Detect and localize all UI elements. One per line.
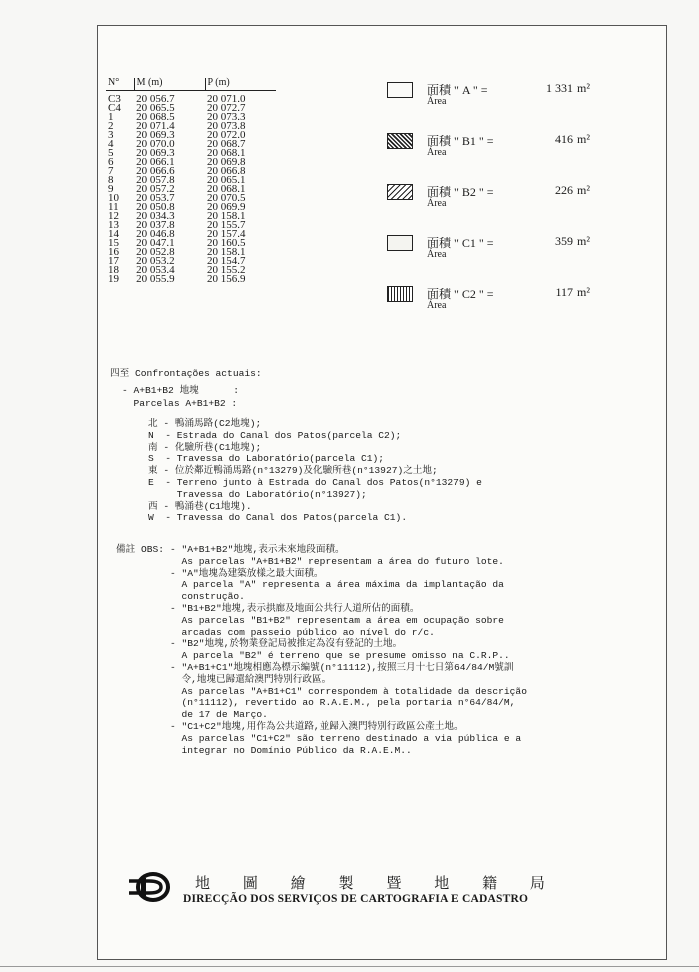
list-item: 北 - 鴨涌馬路(C2地塊); xyxy=(148,418,262,429)
point-id: 3 xyxy=(108,129,114,141)
p-value: 20 069.8 xyxy=(207,156,246,168)
list-item: As parcelas "C1+C2" são terreno destinado a via pública e a xyxy=(170,732,522,744)
table-row xyxy=(106,194,276,203)
legend-item xyxy=(385,281,605,321)
list-item: W - Travessa do Canal dos Patos(parcela C1). xyxy=(148,512,408,524)
list-item: 南 - 化驗所巷(C1地塊); xyxy=(148,441,262,453)
legend-item xyxy=(385,179,605,219)
m-value: 20 055.9 xyxy=(136,273,175,285)
header-p: P (m) xyxy=(205,78,276,91)
footer-character: 地 xyxy=(434,876,450,892)
table-row xyxy=(106,221,276,230)
point-id: C3 xyxy=(108,93,121,105)
confrontacoes-heading: 四至 Confrontações actuais: xyxy=(110,368,262,379)
point-id: 6 xyxy=(108,156,114,168)
point-id: 7 xyxy=(108,165,114,177)
point-id: 1 xyxy=(108,111,114,123)
list-item: - "B2"地塊,於物業登記局被推定為沒有登記的土地。 xyxy=(170,638,403,650)
point-id: 10 xyxy=(108,192,119,204)
m-value: 20 066.6 xyxy=(136,165,175,177)
table-row xyxy=(106,212,276,221)
p-value: 20 069.9 xyxy=(207,201,246,213)
area-swatch-icon xyxy=(387,133,413,149)
p-value: 20 158.1 xyxy=(207,246,246,258)
point-id: 15 xyxy=(108,237,119,249)
table-row xyxy=(106,167,276,176)
list-item: arcadas com passeio público ao nível do r/c. xyxy=(170,626,435,638)
p-value: 20 068.7 xyxy=(207,138,246,150)
footer-character: 暨 xyxy=(386,876,402,892)
table-row xyxy=(106,104,276,113)
point-id: 8 xyxy=(108,174,114,186)
list-item: de 17 de Março. xyxy=(170,709,268,721)
m-value: 20 053.2 xyxy=(136,255,175,267)
point-id: 9 xyxy=(108,183,114,195)
p-value: 20 070.5 xyxy=(207,192,246,204)
list-item: 東 - 位於鄰近鴨涌馬路(n°13279)及化驗所巷(n°13927)之土地; xyxy=(148,465,438,477)
list-item: 西 - 鴨涌巷(C1地塊). xyxy=(148,500,252,512)
point-id: 2 xyxy=(108,120,114,132)
legend-unit: m² xyxy=(577,234,590,248)
footer-character: 圖 xyxy=(242,876,258,892)
point-id: 12 xyxy=(108,210,119,222)
area-swatch-icon xyxy=(387,286,413,302)
header-number: N° xyxy=(106,78,134,91)
legend-item xyxy=(385,77,605,117)
p-value: 20 072.0 xyxy=(207,129,246,141)
m-value: 20 065.5 xyxy=(136,102,175,114)
legend-sublabel: Área xyxy=(427,198,447,209)
m-value: 20 056.7 xyxy=(136,93,175,105)
legend-sublabel: Área xyxy=(427,249,447,260)
list-item: - "A+B1+B2"地塊,表示未來地段面積。 xyxy=(170,544,345,555)
p-value: 20 158.1 xyxy=(207,210,246,222)
p-value: 20 073.3 xyxy=(207,111,246,123)
table-row xyxy=(106,185,276,194)
m-value: 20 034.3 xyxy=(136,210,175,222)
m-value: 20 053.4 xyxy=(136,264,175,276)
legend-sublabel: Área xyxy=(427,300,447,311)
list-item: Travessa do Laboratório(n°13927); xyxy=(148,488,367,500)
obs-list xyxy=(170,544,527,756)
p-value: 20 068.1 xyxy=(207,183,246,195)
point-id: 13 xyxy=(108,219,119,231)
m-value: 20 052.8 xyxy=(136,246,175,258)
p-value: 20 068.1 xyxy=(207,147,246,159)
legend-item xyxy=(385,128,605,168)
dscc-logo-icon xyxy=(127,870,173,904)
legend-label: 面積 " A " = xyxy=(427,83,488,97)
legend-label: 面積 " C2 " = xyxy=(427,287,494,301)
footer-character: 籍 xyxy=(482,876,498,892)
m-value: 20 070.0 xyxy=(136,138,175,150)
m-value: 20 037.8 xyxy=(136,219,175,231)
m-value: 20 057.2 xyxy=(136,183,175,195)
department-name-portuguese: DIRECÇÃO DOS SERVIÇOS DE CARTOGRAFIA E CADASTRO xyxy=(183,893,529,905)
table-row xyxy=(106,230,276,239)
p-value: 20 072.7 xyxy=(207,102,246,114)
point-id: 5 xyxy=(108,147,114,159)
list-item: As parcelas "B1+B2" representam a área em ocupação sobre xyxy=(170,614,504,626)
list-item: N - Estrada do Canal dos Patos(parcela C2); xyxy=(148,429,402,441)
legend-sublabel: Área xyxy=(427,96,447,107)
legend-label: 面積 " B2 " = xyxy=(427,185,494,199)
bottom-edge-line xyxy=(0,966,699,967)
p-value: 20 160.5 xyxy=(207,237,246,249)
footer-character: 局 xyxy=(529,876,545,892)
p-value: 20 155.7 xyxy=(207,219,246,231)
coordinate-table xyxy=(106,78,276,284)
p-value: 20 066.8 xyxy=(207,165,246,177)
m-value: 20 047.1 xyxy=(136,237,175,249)
list-item: - "A"地塊為建築放樣之最大面積。 xyxy=(170,567,324,579)
header-m: M (m) xyxy=(134,78,205,91)
legend-sublabel: Área xyxy=(427,147,447,158)
p-value: 20 157.4 xyxy=(207,228,246,240)
list-item: integrar no Domínio Público da R.A.E.M.. xyxy=(170,744,412,756)
legend-value: 117 xyxy=(555,285,573,299)
point-id: 17 xyxy=(108,255,119,267)
list-item: - "C1+C2"地塊,用作為公共道路,並歸入澳門特別行政區公產土地。 xyxy=(170,720,464,732)
legend-item xyxy=(385,230,605,270)
legend-unit: m² xyxy=(577,132,590,146)
p-value: 20 155.2 xyxy=(207,264,246,276)
m-value: 20 068.5 xyxy=(136,111,175,123)
table-row xyxy=(106,149,276,158)
point-id: 19 xyxy=(108,273,119,285)
legend-value: 1 331 xyxy=(546,81,573,95)
table-row xyxy=(106,248,276,257)
m-value: 20 057.8 xyxy=(136,174,175,186)
list-item: 令,地塊已歸還給澳門特別行政區。 xyxy=(170,673,332,685)
point-id: 4 xyxy=(108,138,114,150)
obs-label: 備註 OBS: xyxy=(116,544,164,555)
m-value: 20 069.3 xyxy=(136,147,175,159)
list-item: As parcelas "A+B1+B2" representam a área do futuro lote. xyxy=(170,555,504,567)
legend-value: 416 xyxy=(555,132,573,146)
list-item: E - Terreno junto à Estrada do Canal dos Patos(n°13279) e xyxy=(148,476,482,488)
list-item: A parcela "A" representa a área máxima da implantação da xyxy=(170,579,504,591)
table-row xyxy=(106,176,276,185)
lot-label-pt: Parcelas A+B1+B2 : xyxy=(122,398,238,409)
point-id: 14 xyxy=(108,228,119,240)
m-value: 20 071.4 xyxy=(136,120,175,132)
m-value: 20 066.1 xyxy=(136,156,175,168)
list-item: A parcela "B2" é terreno que se presume omisso na C.R.P.. xyxy=(170,650,510,662)
table-row xyxy=(106,131,276,140)
p-value: 20 156.9 xyxy=(207,273,246,285)
lot-label-cn: - A+B1+B2 地塊 : xyxy=(122,385,240,396)
legend-value: 359 xyxy=(555,234,573,248)
table-row xyxy=(106,122,276,131)
coordinate-rows xyxy=(106,91,276,285)
footer-character: 地 xyxy=(195,876,211,892)
table-row xyxy=(106,275,276,284)
table-row xyxy=(106,239,276,248)
confrontacoes-list xyxy=(148,418,482,524)
table-row xyxy=(106,113,276,122)
table-row xyxy=(106,140,276,149)
list-item: (n°11112), revertido ao R.A.E.M., pela portaria n°64/84/M, xyxy=(170,697,516,709)
department-name-chinese xyxy=(195,872,545,893)
table-row xyxy=(106,158,276,167)
list-item: - "A+B1+C1"地塊相應為標示編號(n°11112),按照三月十七日第64/84/M號訓 xyxy=(170,661,514,673)
list-item: As parcelas "A+B1+C1" correspondem à totalidade da descrição xyxy=(170,685,527,697)
m-value: 20 050.8 xyxy=(136,201,175,213)
legend-unit: m² xyxy=(577,81,590,95)
legend-value: 226 xyxy=(555,183,573,197)
table-row xyxy=(106,91,276,105)
point-id: C4 xyxy=(108,102,121,114)
m-value: 20 069.3 xyxy=(136,129,175,141)
m-value: 20 046.8 xyxy=(136,228,175,240)
footer-character: 繪 xyxy=(290,876,306,892)
point-id: 16 xyxy=(108,246,119,258)
area-swatch-icon xyxy=(387,184,413,200)
table-header-row xyxy=(106,78,276,91)
p-value: 20 073.8 xyxy=(207,120,246,132)
p-value: 20 154.7 xyxy=(207,255,246,267)
m-value: 20 053.7 xyxy=(136,192,175,204)
table-row xyxy=(106,257,276,266)
area-swatch-icon xyxy=(387,235,413,251)
area-swatch-icon xyxy=(387,82,413,98)
footer-character: 製 xyxy=(338,876,354,892)
p-value: 20 071.0 xyxy=(207,93,246,105)
table-row xyxy=(106,266,276,275)
legend-label: 面積 " C1 " = xyxy=(427,236,494,250)
list-item: construção. xyxy=(170,591,245,603)
table-row xyxy=(106,203,276,212)
legend-label: 面積 " B1 " = xyxy=(427,134,494,148)
p-value: 20 065.1 xyxy=(207,174,246,186)
list-item: S - Travessa do Laboratório(parcela C1); xyxy=(148,453,385,465)
legend-unit: m² xyxy=(577,285,590,299)
legend-unit: m² xyxy=(577,183,590,197)
point-id: 18 xyxy=(108,264,119,276)
point-id: 11 xyxy=(108,201,119,213)
list-item: - "B1+B2"地塊,表示拱廊及地面公共行人道所佔的面積。 xyxy=(170,602,420,614)
